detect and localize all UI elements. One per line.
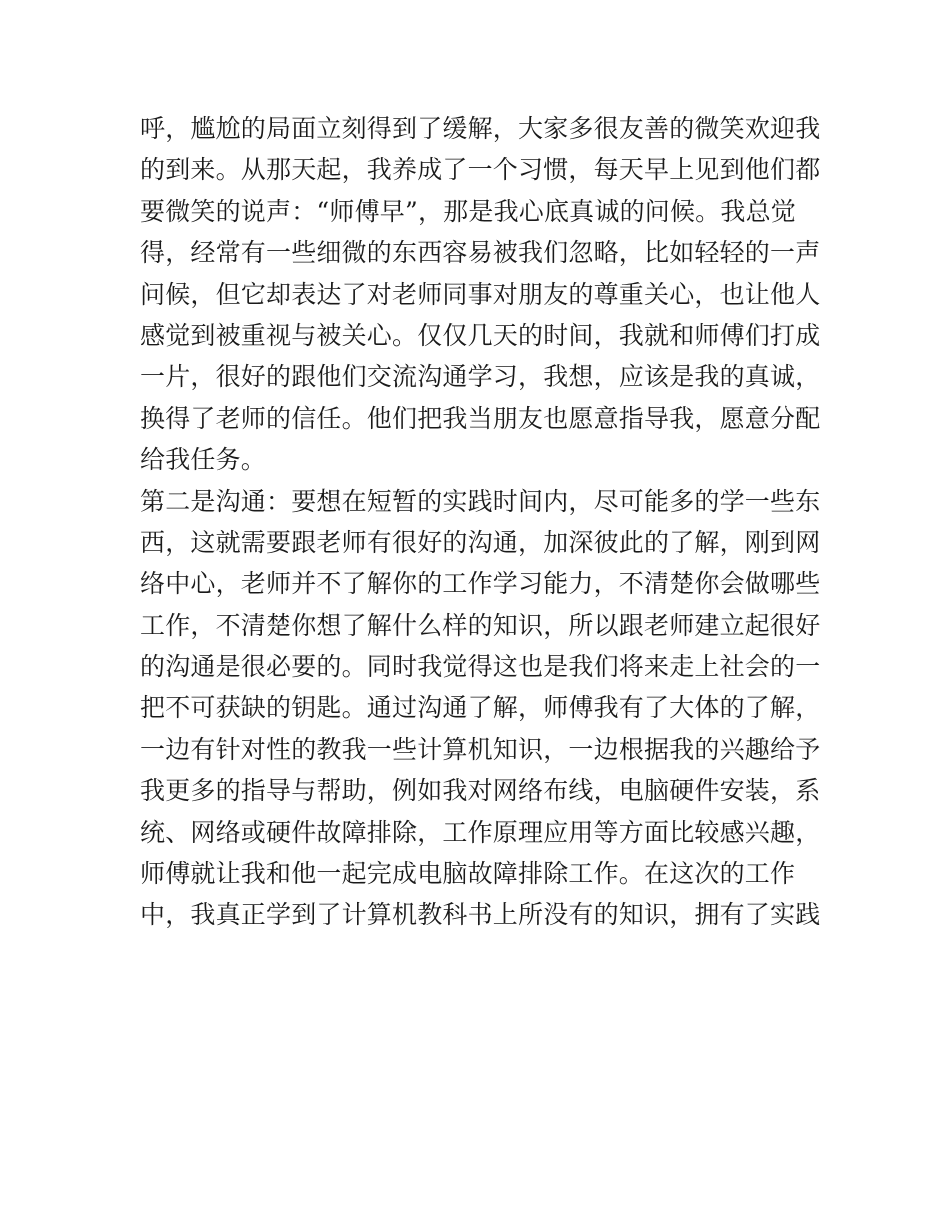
text-line: 得，经常有一些细微的东西容易被我们忽略，比如轻轻的一声 [140, 238, 821, 268]
text-line: 一片，很好的跟他们交流沟通学习，我想，应该是我的真诚， [140, 362, 821, 392]
text-line: 工作，不清楚你想了解什么样的知识，所以跟老师建立起很好 [140, 610, 821, 640]
text-line: 要微笑的说声：“师傅早”，那是我心底真诚的问候。我总觉 [140, 196, 796, 226]
text-line: 统、网络或硬件故障排除，工作原理应用等方面比较感兴趣， [140, 817, 821, 847]
text-line: 中，我真正学到了计算机教科书上所没有的知识，拥有了实践 [140, 900, 821, 930]
text-line: 第二是沟通：要想在短暂的实践时间内，尽可能多的学一些东 [140, 486, 821, 516]
text-line: 把不可获缺的钥匙。通过沟通了解，师傅我有了大体的了解， [140, 693, 821, 723]
text-line: 给我任务。 [140, 445, 267, 475]
text-line: 问候，但它却表达了对老师同事对朋友的尊重关心，也让他人 [140, 279, 821, 309]
text-line: 我更多的指导与帮助，例如我对网络布线，电脑硬件安装，系 [140, 776, 821, 806]
text-line: 换得了老师的信任。他们把我当朋友也愿意指导我，愿意分配 [140, 403, 821, 433]
text-line: 一边有针对性的教我一些计算机知识，一边根据我的兴趣给予 [140, 734, 821, 764]
text-line: 的到来。从那天起，我养成了一个习惯，每天早上见到他们都 [140, 155, 821, 185]
text-line: 师傅就让我和他一起完成电脑故障排除工作。在这次的工作 [140, 859, 796, 889]
text-line: 的沟通是很必要的。同时我觉得这也是我们将来走上社会的一 [140, 652, 821, 682]
text-line: 呼，尴尬的局面立刻得到了缓解，大家多很友善的微笑欢迎我 [140, 114, 821, 143]
text-line: 络中心，老师并不了解你的工作学习能力，不清楚你会做哪些 [140, 569, 821, 599]
body-text [140, 108, 820, 936]
text-line: 西，这就需要跟老师有很好的沟通，加深彼此的了解，刚到网 [140, 527, 821, 557]
text-line: 感觉到被重视与被关心。仅仅几天的时间，我就和师傅们打成 [140, 320, 821, 350]
